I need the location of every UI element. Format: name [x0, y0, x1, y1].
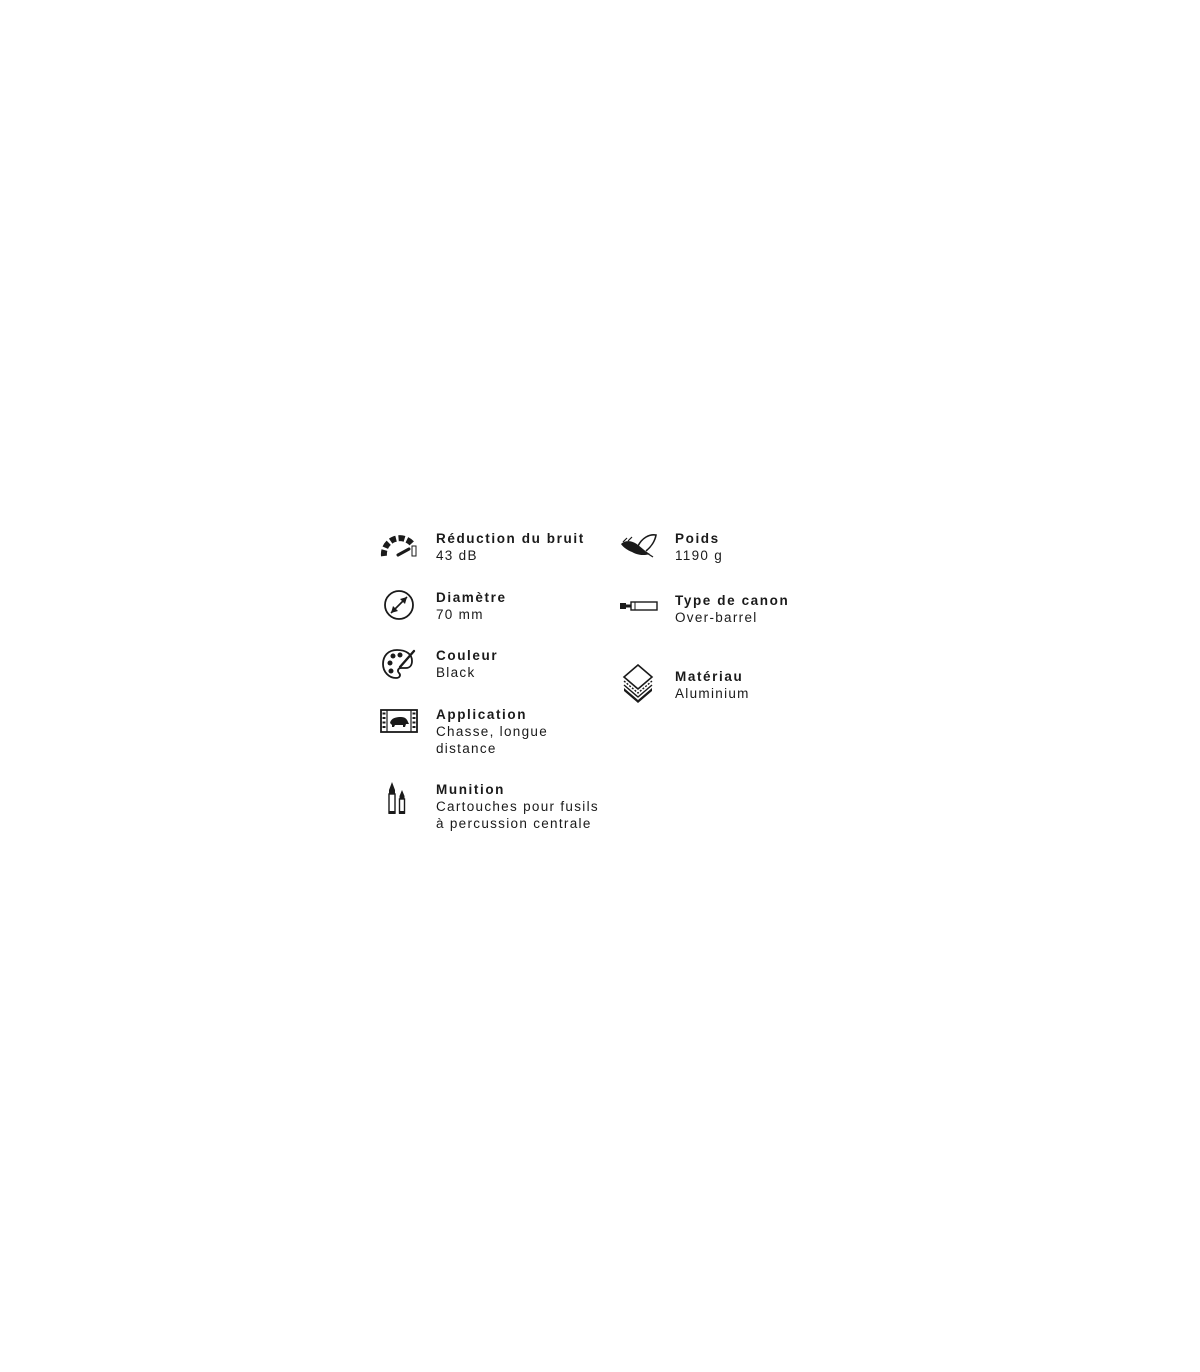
spec-value: Over-barrel	[675, 610, 758, 625]
spec-value-line2: à percussion centrale	[436, 816, 592, 831]
spec-value-line1: Cartouches pour fusils	[436, 799, 599, 814]
spec-value-line1: Chasse, longue	[436, 724, 549, 739]
spec-weight-text	[675, 530, 723, 564]
spec-application-text	[436, 706, 548, 757]
spec-label: Couleur	[436, 648, 499, 663]
spec-value: 43 dB	[436, 548, 478, 563]
layers-icon	[619, 664, 659, 704]
spec-label: Diamètre	[436, 590, 507, 605]
spec-value: 70 mm	[436, 607, 484, 622]
spec-value: Aluminium	[675, 686, 750, 701]
spec-label: Matériau	[675, 669, 744, 684]
spec-label: Réduction du bruit	[436, 531, 585, 546]
spec-noise-reduction-text	[436, 530, 585, 564]
svg-text:dB: dB	[394, 543, 404, 550]
spec-diameter-text	[436, 589, 507, 623]
spec-material-text	[675, 668, 750, 702]
cartridges-icon	[380, 781, 420, 821]
spec-value: 1190 g	[675, 548, 724, 563]
palette-icon	[380, 647, 420, 687]
spec-label: Application	[436, 707, 528, 722]
spec-label: Poids	[675, 531, 720, 546]
spec-label: Munition	[436, 782, 506, 797]
spec-ammunition-text	[436, 781, 599, 832]
spec-label: Type de canon	[675, 593, 790, 608]
barrel-icon	[619, 592, 659, 632]
spec-value-line2: distance	[436, 741, 497, 756]
film-boar-icon	[380, 706, 420, 746]
spec-color-text	[436, 647, 498, 681]
spec-barrel-type-text	[675, 592, 789, 626]
diameter-icon	[380, 589, 420, 629]
decibel-gauge-icon	[380, 530, 420, 570]
spec-value: Black	[436, 665, 476, 680]
feather-icon	[619, 530, 659, 570]
